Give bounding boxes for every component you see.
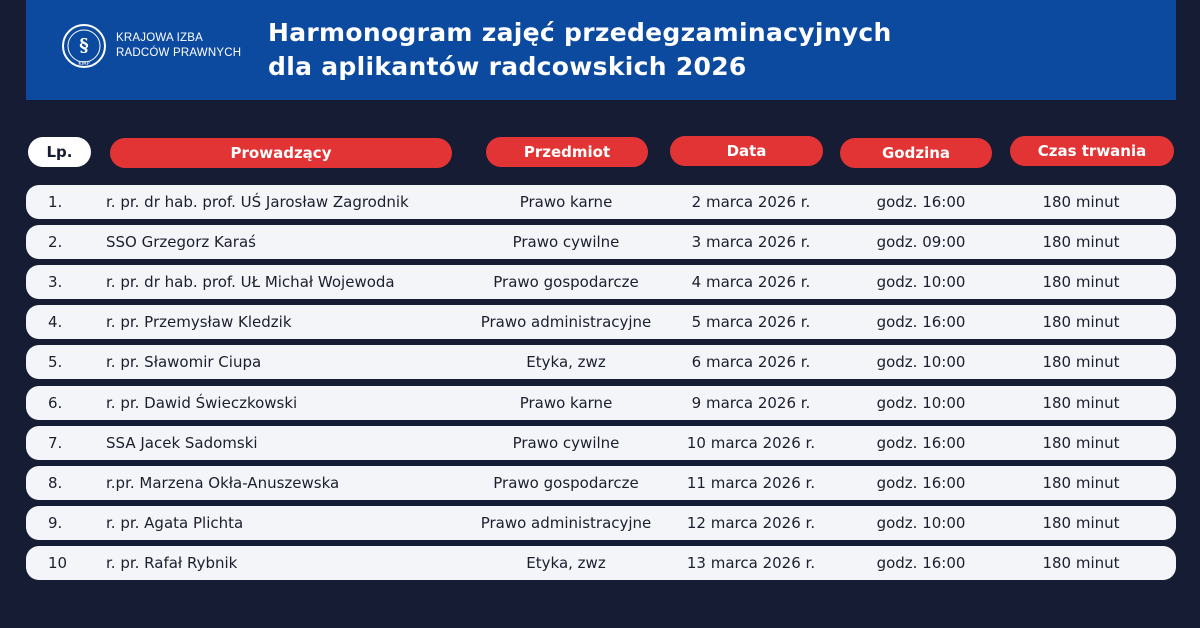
logo-line-1: KRAJOWA IZBA (116, 32, 203, 44)
row-time: godz. 16:00 (876, 554, 966, 572)
row-lp: 8. (48, 474, 63, 492)
row-subject: Prawo administracyjne (480, 514, 652, 532)
column-header-lp: Lp. (28, 137, 91, 167)
table-row (26, 426, 1176, 460)
row-lp: 10 (48, 554, 68, 572)
row-time: godz. 10:00 (876, 514, 966, 532)
row-time: godz. 09:00 (876, 233, 966, 251)
row-duration: 180 minut (1042, 554, 1120, 572)
row-time: godz. 10:00 (876, 273, 966, 291)
row-duration: 180 minut (1042, 514, 1120, 532)
row-duration: 180 minut (1042, 394, 1120, 412)
row-subject: Prawo karne (519, 394, 613, 412)
table-row (26, 546, 1176, 580)
row-subject: Etyka, zwz (526, 554, 606, 572)
kirp-seal-icon (61, 23, 107, 69)
svg-text:KIRP: KIRP (78, 61, 90, 67)
row-date: 3 marca 2026 r. (691, 233, 811, 251)
row-date: 6 marca 2026 r. (691, 353, 811, 371)
row-time: godz. 16:00 (876, 313, 966, 331)
row-duration: 180 minut (1042, 233, 1120, 251)
svg-text:§: § (79, 35, 89, 56)
row-lp: 2. (48, 233, 63, 251)
header-banner (26, 0, 1176, 100)
row-duration: 180 minut (1042, 313, 1120, 331)
title-line-1: Harmonogram zajęć przedegzaminacyjnych (268, 18, 892, 47)
row-instructor: r. pr. Agata Plichta (106, 514, 244, 532)
row-time: godz. 16:00 (876, 193, 966, 211)
row-duration: 180 minut (1042, 353, 1120, 371)
row-instructor: r. pr. Sławomir Ciupa (106, 353, 262, 371)
row-lp: 3. (48, 273, 63, 291)
table-row (26, 386, 1176, 420)
row-date: 13 marca 2026 r. (686, 554, 816, 572)
title-line-2: dla aplikantów radcowskich 2026 (268, 52, 747, 81)
table-row (26, 225, 1176, 259)
row-subject: Etyka, zwz (526, 353, 606, 371)
row-date: 2 marca 2026 r. (691, 193, 811, 211)
table-row (26, 265, 1176, 299)
row-time: godz. 16:00 (876, 434, 966, 452)
row-date: 9 marca 2026 r. (691, 394, 811, 412)
table-row (26, 466, 1176, 500)
row-date: 10 marca 2026 r. (686, 434, 816, 452)
row-subject: Prawo cywilne (512, 434, 620, 452)
row-instructor: r. pr. Przemysław Kledzik (106, 313, 292, 331)
row-duration: 180 minut (1042, 193, 1120, 211)
row-date: 11 marca 2026 r. (686, 474, 816, 492)
row-subject: Prawo cywilne (512, 233, 620, 251)
row-instructor: r. pr. Dawid Świeczkowski (106, 394, 298, 412)
row-lp: 7. (48, 434, 63, 452)
page-title (268, 16, 892, 84)
row-time: godz. 10:00 (876, 394, 966, 412)
row-date: 4 marca 2026 r. (691, 273, 811, 291)
logo-text (116, 31, 241, 61)
row-date: 12 marca 2026 r. (686, 514, 816, 532)
kirp-logo (61, 23, 242, 75)
row-lp: 9. (48, 514, 63, 532)
table-row (26, 185, 1176, 219)
row-instructor: r. pr. Rafał Rybnik (106, 554, 238, 572)
row-instructor: r. pr. dr hab. prof. UŚ Jarosław Zagrodnik (106, 193, 409, 211)
column-header-date: Data (670, 136, 823, 166)
row-time: godz. 10:00 (876, 353, 966, 371)
column-header-subject: Przedmiot (486, 137, 648, 167)
row-time: godz. 16:00 (876, 474, 966, 492)
row-lp: 5. (48, 353, 63, 371)
row-duration: 180 minut (1042, 434, 1120, 452)
row-instructor: SSA Jacek Sadomski (106, 434, 258, 452)
row-duration: 180 minut (1042, 474, 1120, 492)
table-row (26, 345, 1176, 379)
row-lp: 1. (48, 193, 63, 211)
column-header-time: Godzina (840, 138, 992, 168)
row-date: 5 marca 2026 r. (691, 313, 811, 331)
column-header-name: Prowadzący (110, 138, 452, 168)
row-instructor: r.pr. Marzena Okła-Anuszewska (106, 474, 340, 492)
row-lp: 6. (48, 394, 63, 412)
row-instructor: r. pr. dr hab. prof. UŁ Michał Wojewoda (106, 273, 395, 291)
row-subject: Prawo gospodarcze (493, 273, 639, 291)
row-duration: 180 minut (1042, 273, 1120, 291)
table-row (26, 506, 1176, 540)
column-header-duration: Czas trwania (1010, 136, 1174, 166)
logo-line-2: RADCÓW PRAWNYCH (116, 47, 242, 59)
table-row (26, 305, 1176, 339)
row-subject: Prawo karne (519, 193, 613, 211)
row-instructor: SSO Grzegorz Karaś (106, 233, 256, 251)
row-lp: 4. (48, 313, 63, 331)
row-subject: Prawo administracyjne (480, 313, 652, 331)
row-subject: Prawo gospodarcze (493, 474, 639, 492)
